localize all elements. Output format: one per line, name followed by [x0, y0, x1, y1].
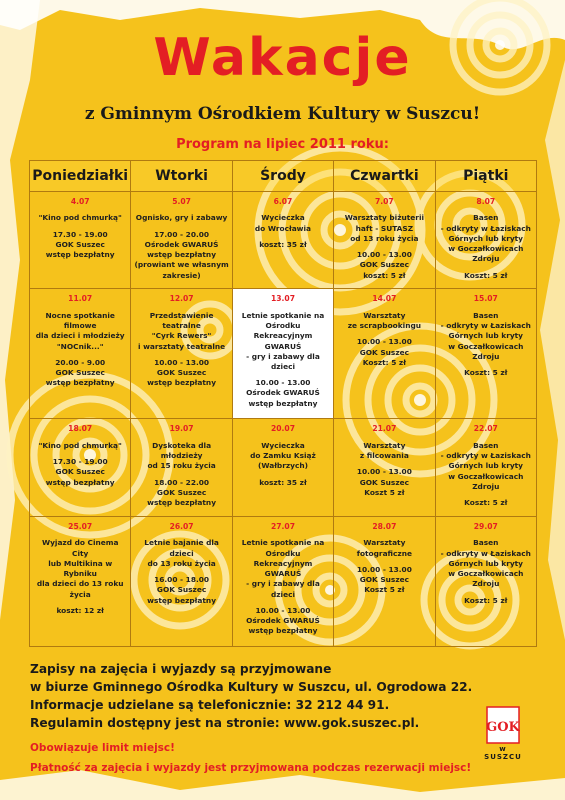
event-cell — [232, 419, 333, 516]
event-text: Zdroju — [472, 579, 500, 589]
event-text: w Goczałkowicach — [448, 569, 524, 579]
event-text: 17.30 - 19.00 — [52, 457, 108, 467]
event-text: lub Multikina w Rybniku — [48, 558, 113, 579]
event-text: 10.00 - 13.00 — [154, 357, 210, 367]
event-text: Dyskoteka dla młodzieży — [152, 440, 212, 461]
event-date: 27.07 — [270, 521, 295, 531]
event-cell — [435, 192, 536, 289]
event-text: Zdroju — [472, 481, 500, 491]
event-date: 26.07 — [169, 521, 194, 531]
event-text: - odkryty w Łaziskach — [440, 321, 531, 331]
event-text: Warsztaty — [363, 310, 406, 320]
event-text: zakresie) — [162, 270, 201, 280]
event-text: do Zamku Książ — [250, 451, 316, 461]
event-date: 5.07 — [172, 197, 191, 206]
event-cell — [435, 516, 536, 646]
day-header: Środy — [232, 161, 333, 192]
event-cell — [131, 289, 232, 419]
event-text: wstęp bezpłatny — [248, 626, 318, 636]
event-text: - gry i zabawy dla dzieci — [246, 351, 320, 372]
gok-logo-mark — [486, 706, 520, 744]
event-cell — [232, 289, 333, 419]
event-text: Ośrodku Rekreacyjnym — [253, 548, 313, 568]
event-text: Basen — [473, 538, 499, 548]
event-date: 13.07 — [270, 294, 295, 304]
event-text: Koszt: 5 zł — [464, 368, 508, 378]
event-text: z filcowania — [359, 451, 409, 461]
event-text: wstęp bezpłatny — [45, 250, 115, 260]
event-text: i warsztaty teatralne — [137, 341, 226, 351]
gok-logo-text: GOK — [486, 720, 520, 735]
event-cell — [30, 289, 131, 419]
limit-note: Obowiązuje limit miejsc! — [30, 742, 175, 754]
event-text: haft - SUTASZ — [355, 223, 414, 233]
event-text: Wycieczka — [261, 440, 305, 450]
event-text: "Kino pod chmurką" — [38, 440, 122, 450]
event-text: GOK Suszec — [55, 467, 105, 477]
event-text: wstęp bezpłatny — [147, 250, 217, 260]
gok-logo — [479, 706, 527, 762]
event-text: Górnych lub kryty — [448, 461, 524, 471]
event-text: Koszt: 5 zł — [464, 270, 508, 280]
event-text: Ognisko, gry i zabawy — [135, 213, 228, 223]
event-text: Koszt: 5 zł — [464, 498, 508, 508]
event-cell — [232, 516, 333, 646]
event-text: GWARUŚ — [264, 341, 302, 351]
event-text: Ośrodek GWARUŚ — [246, 388, 320, 398]
event-cell — [435, 289, 536, 419]
event-text: Górnych lub kryty — [448, 233, 524, 243]
event-text: GOK Suszec — [359, 575, 410, 585]
event-text: Letnie bajanie dla dzieci — [144, 538, 219, 558]
event-text: koszt: 35 zł — [259, 477, 307, 487]
event-text: Górnych lub kryty — [448, 331, 524, 341]
event-text: Nocne spotkanie filmowe — [45, 310, 115, 331]
event-text: Basen — [473, 310, 499, 320]
event-cell — [334, 419, 435, 516]
event-text: GWARUŚ — [264, 569, 302, 579]
event-text: 10.00 - 13.00 — [356, 250, 412, 260]
event-text: do 13 roku życia — [147, 558, 216, 568]
event-date: 7.07 — [374, 197, 394, 206]
event-cell — [334, 289, 435, 419]
event-date: 12.07 — [169, 294, 194, 304]
event-text: Warsztaty biżuterii — [344, 213, 425, 223]
event-text: GOK Suszec — [359, 347, 410, 357]
schedule-header-row — [30, 161, 537, 192]
event-text: Koszt: 5 zł — [464, 595, 508, 605]
event-text: dla dzieci i młodzieży — [35, 331, 125, 341]
event-text: wstęp bezpłatny — [147, 595, 217, 605]
event-text: Koszt 5 zł — [364, 487, 405, 497]
event-text: dla dzieci do 13 roku życia — [36, 579, 124, 599]
event-date: 8.07 — [476, 197, 496, 206]
event-text: 10.00 - 13.00 — [356, 467, 412, 477]
event-text: Zdroju — [472, 351, 500, 361]
event-text: fotograficzne — [356, 548, 412, 558]
event-text: GOK Suszec — [156, 368, 207, 378]
program-heading: Program na lipiec 2011 roku: — [176, 137, 389, 152]
payment-note: Płatność za zajęcia i wyjazdy jest przyjmowana podczas rezerwacji miejsc! — [30, 762, 472, 774]
event-text: Basen — [473, 213, 499, 223]
event-cell — [435, 419, 536, 516]
event-text: 16.00 - 18.00 — [154, 575, 210, 585]
event-text: - gry i zabawy dla dzieci — [246, 579, 320, 599]
event-text: koszt: 5 zł — [363, 270, 406, 280]
event-text: w Goczałkowicach — [448, 471, 524, 481]
event-text: Koszt: 5 zł — [362, 357, 406, 367]
notes — [30, 738, 471, 778]
event-text: 10.00 - 13.00 — [356, 337, 412, 347]
event-text: 20.00 - 9.00 — [55, 357, 106, 367]
event-text: 17.30 - 19.00 — [52, 229, 108, 239]
day-header: Czwartki — [334, 161, 435, 192]
event-text: Górnych lub kryty — [448, 558, 524, 568]
event-text: - odkryty w Łaziskach — [440, 548, 531, 558]
enrollment-info — [30, 660, 472, 732]
event-date: 18.07 — [68, 424, 93, 434]
event-cell — [30, 516, 131, 646]
event-text: Wycieczka — [261, 213, 305, 223]
event-text: Ośrodek GWARUŚ — [144, 239, 219, 249]
event-text: (Wałbrzych) — [257, 461, 309, 471]
event-cell — [334, 516, 435, 646]
event-text: "NOCnik..." — [56, 341, 104, 351]
day-header: Wtorki — [131, 161, 232, 192]
event-text: 10.00 - 13.00 — [356, 564, 412, 574]
page-subtitle: z Gminnym Ośrodkiem Kultury w Suszcu! — [84, 104, 481, 124]
page-title: Wakacje — [153, 28, 412, 88]
footer-line: Zapisy na zajęcia i wyjazdy są przyjmowane — [30, 662, 332, 676]
event-text: Wyjazd do Cinema City — [41, 538, 119, 558]
event-text: Przedstawienie teatralne — [149, 310, 214, 331]
event-date: 20.07 — [270, 424, 295, 434]
gok-logo-caption: w SUSZCU — [484, 745, 522, 761]
event-text: Koszt 5 zł — [364, 585, 405, 595]
event-text: 10.00 - 13.00 — [255, 378, 311, 388]
event-text: Warsztaty — [363, 538, 406, 548]
event-text: GOK Suszec — [55, 368, 105, 378]
event-date: 25.07 — [68, 521, 93, 531]
week-row — [30, 289, 537, 419]
event-text: Letnie spotkanie na — [241, 310, 325, 320]
event-text: 17.00 - 20.00 — [154, 229, 210, 239]
event-cell — [30, 419, 131, 516]
event-text: 18.00 - 22.00 — [154, 477, 210, 487]
event-date: 22.07 — [473, 424, 498, 434]
event-text: - odkryty w Łaziskach — [440, 223, 531, 233]
event-date: 4.07 — [70, 197, 90, 206]
event-date: 29.07 — [473, 521, 498, 531]
event-text: GOK Suszec — [156, 585, 207, 595]
event-text: wstęp bezpłatny — [147, 498, 217, 508]
day-header: Poniedziałki — [30, 161, 131, 192]
footer-line: w biurze Gminnego Ośrodka Kultury w Suszcu, ul. Ogrodowa 22. — [30, 680, 473, 694]
event-date: 21.07 — [372, 424, 397, 434]
event-text: GOK Suszec — [156, 487, 207, 497]
event-text: Letnie spotkanie na — [241, 538, 325, 548]
event-text: Ośrodku Rekreacyjnym — [253, 321, 313, 341]
event-cell — [232, 192, 333, 289]
event-text: ze scrapbookingu — [347, 321, 422, 331]
event-text: - odkryty w Łaziskach — [440, 451, 531, 461]
event-text: Warsztaty — [363, 440, 406, 450]
event-text: Basen — [473, 440, 499, 450]
event-text: wstęp bezpłatny — [147, 378, 217, 388]
event-text: GOK Suszec — [55, 239, 105, 249]
event-text: od 15 roku życia — [147, 461, 216, 471]
event-text: Zdroju — [472, 254, 500, 264]
event-date: 28.07 — [372, 521, 397, 531]
event-text: "Kino pod chmurką" — [38, 213, 122, 223]
event-date: 14.07 — [372, 294, 397, 304]
phone-info: Informacje udzielane są telefonicznie: 32 212 44 91. — [30, 698, 390, 712]
event-text: GOK Suszec — [359, 260, 410, 270]
week-row — [30, 192, 537, 289]
event-text: koszt: 35 zł — [259, 239, 307, 249]
day-header: Piątki — [435, 161, 536, 192]
event-text: w Goczałkowicach — [448, 341, 524, 351]
week-row — [30, 419, 537, 516]
event-cell — [334, 192, 435, 289]
event-cell — [131, 516, 232, 646]
event-text: koszt: 12 zł — [56, 605, 104, 615]
event-cell — [131, 192, 232, 289]
event-text: wstęp bezpłatny — [248, 398, 318, 408]
event-text: GOK Suszec — [359, 477, 410, 487]
event-text: w Goczałkowicach — [448, 244, 524, 254]
event-cell — [131, 419, 232, 516]
event-text: Ośrodek GWARUŚ — [246, 615, 320, 625]
event-date: 15.07 — [473, 294, 498, 304]
event-text: (prowiant we własnym — [134, 260, 229, 270]
schedule-table — [29, 160, 537, 647]
schedule-body — [30, 192, 537, 647]
event-cell — [30, 192, 131, 289]
event-text: od 13 roku życia — [350, 233, 419, 243]
event-text: wstęp bezpłatny — [45, 477, 115, 487]
event-text: 10.00 - 13.00 — [255, 605, 311, 615]
event-text: do Wrocławia — [254, 223, 312, 233]
event-text: "Cyrk Rewers" — [151, 331, 212, 341]
event-text: wstęp bezpłatny — [45, 378, 115, 388]
website-info: Regulamin dostępny jest na stronie: www.gok.suszec.pl. — [30, 716, 420, 730]
event-date: 11.07 — [68, 294, 93, 304]
week-row — [30, 516, 537, 646]
event-date: 19.07 — [169, 424, 194, 434]
event-date: 6.07 — [273, 197, 293, 206]
